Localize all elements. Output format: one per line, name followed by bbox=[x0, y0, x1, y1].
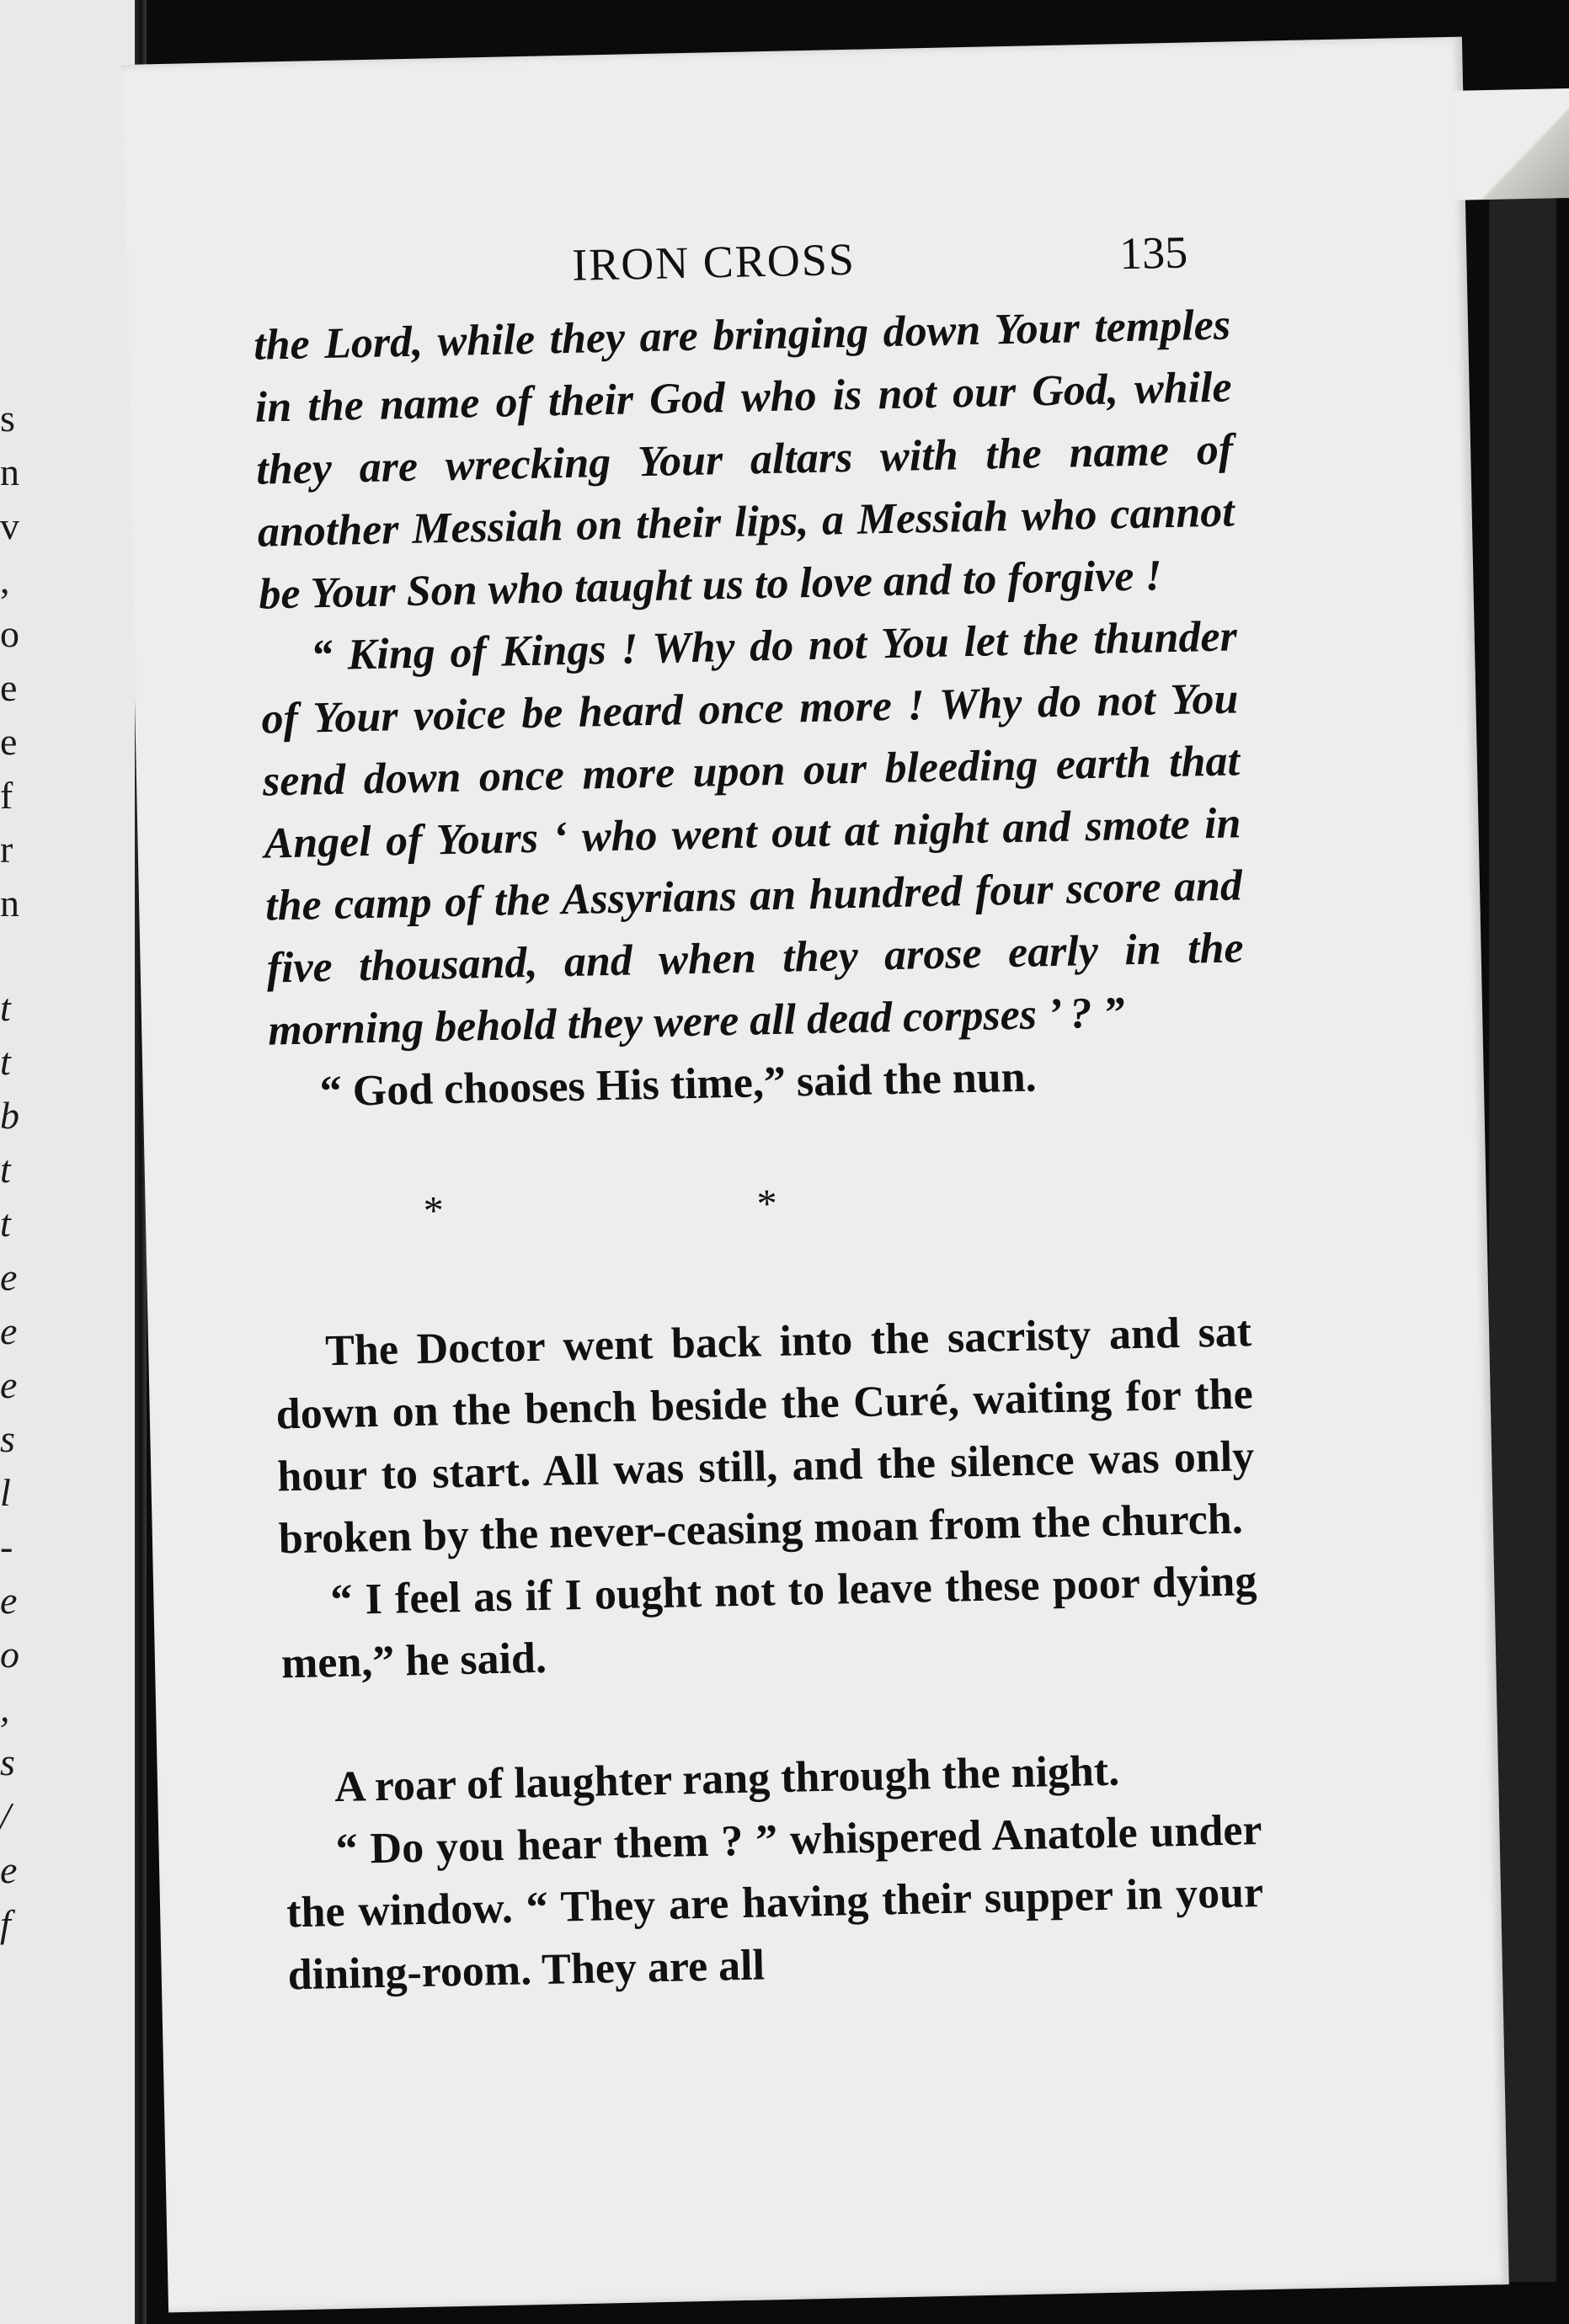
page-text bbox=[253, 294, 1265, 2007]
page-header bbox=[125, 221, 1467, 316]
adjacent-page-edge bbox=[0, 0, 139, 2324]
adjacent-page-letter: b bbox=[0, 1094, 19, 1137]
section-separator: * * bbox=[423, 1178, 930, 1234]
paragraph: “ God chooses His time,” said the nun. bbox=[319, 1053, 1038, 1117]
adjacent-page-letter: t bbox=[0, 1202, 11, 1245]
adjacent-page-letter: s bbox=[0, 1417, 15, 1460]
adjacent-page-letter: f bbox=[0, 774, 13, 817]
adjacent-page-letter: v bbox=[0, 504, 19, 547]
adjacent-page-letter: r bbox=[0, 828, 13, 871]
adjacent-page-letter: e bbox=[0, 1309, 18, 1352]
paragraph: “ King of Kings ! Why do not You let the thunder of Your voice be heard once more ! Why do not You send down once more upon our bleeding earth that Angel of Yours ‘ who went out at night and smote in the camp of the Assyrians an hundred four score and five thousand, and when they arose early in the morning behold they were all dead corpses ’ ? ” bbox=[260, 612, 1245, 1055]
paragraph: A roar of laughter rang through the night. bbox=[334, 1746, 1120, 1812]
adjacent-page-letter: l bbox=[0, 1471, 11, 1514]
adjacent-page-letter: s bbox=[0, 397, 15, 440]
adjacent-page-letter: / bbox=[0, 1794, 11, 1837]
adjacent-page-letter bbox=[0, 930, 22, 981]
adjacent-page-letter: n bbox=[0, 450, 19, 493]
paragraph: the Lord, while they are bringing down Your temples in the name of their God who is not our God, while they are wrecking Your altars with the name of another Messiah on their lips, a Messiah who cannot be Your Son who taught us to love and to forgive ! bbox=[253, 301, 1235, 619]
adjacent-page-letter: , bbox=[0, 558, 10, 601]
adjacent-page-letter: e bbox=[0, 1255, 18, 1298]
adjacent-page-letter: e bbox=[0, 1579, 18, 1622]
adjacent-page-letter: t bbox=[0, 1148, 11, 1191]
adjacent-page-letter: o bbox=[0, 1633, 19, 1676]
adjacent-page-letter: e bbox=[0, 1848, 18, 1891]
adjacent-page-letter: t bbox=[0, 1040, 11, 1083]
adjacent-page-letter: f bbox=[0, 1902, 11, 1945]
adjacent-page-letter: s bbox=[0, 1740, 15, 1783]
paragraph: “ Do you hear them ? ” whispered Anatole under the window. “ They are having their supper in your dining-room. They are all bbox=[286, 1806, 1264, 2000]
paragraph: The Doctor went back into the sacristy and sat down on the bench beside the Curé, waiting for the hour to start. All was still, and the silence was only broken by the never-ceasing moan from the church. bbox=[275, 1308, 1255, 1564]
page-number: 135 bbox=[1118, 227, 1188, 280]
adjacent-page-letter: e bbox=[0, 720, 18, 763]
book-page bbox=[121, 37, 1509, 2313]
adjacent-page-letter: e bbox=[0, 1363, 18, 1406]
paragraph: “ I feel as if I ought not to leave these poor dying men,” he said. bbox=[280, 1557, 1257, 1688]
folded-corner bbox=[1451, 88, 1569, 200]
adjacent-page-letter: - bbox=[0, 1525, 13, 1568]
running-head: IRON CROSS bbox=[571, 233, 857, 290]
adjacent-page-letter: n bbox=[0, 882, 19, 925]
adjacent-page-letter: e bbox=[0, 666, 18, 709]
adjacent-page-letter: o bbox=[0, 612, 19, 655]
adjacent-page-letter: , bbox=[0, 1687, 10, 1730]
adjacent-page-letter: t bbox=[0, 986, 11, 1029]
adjacent-page-letters bbox=[0, 392, 22, 1951]
